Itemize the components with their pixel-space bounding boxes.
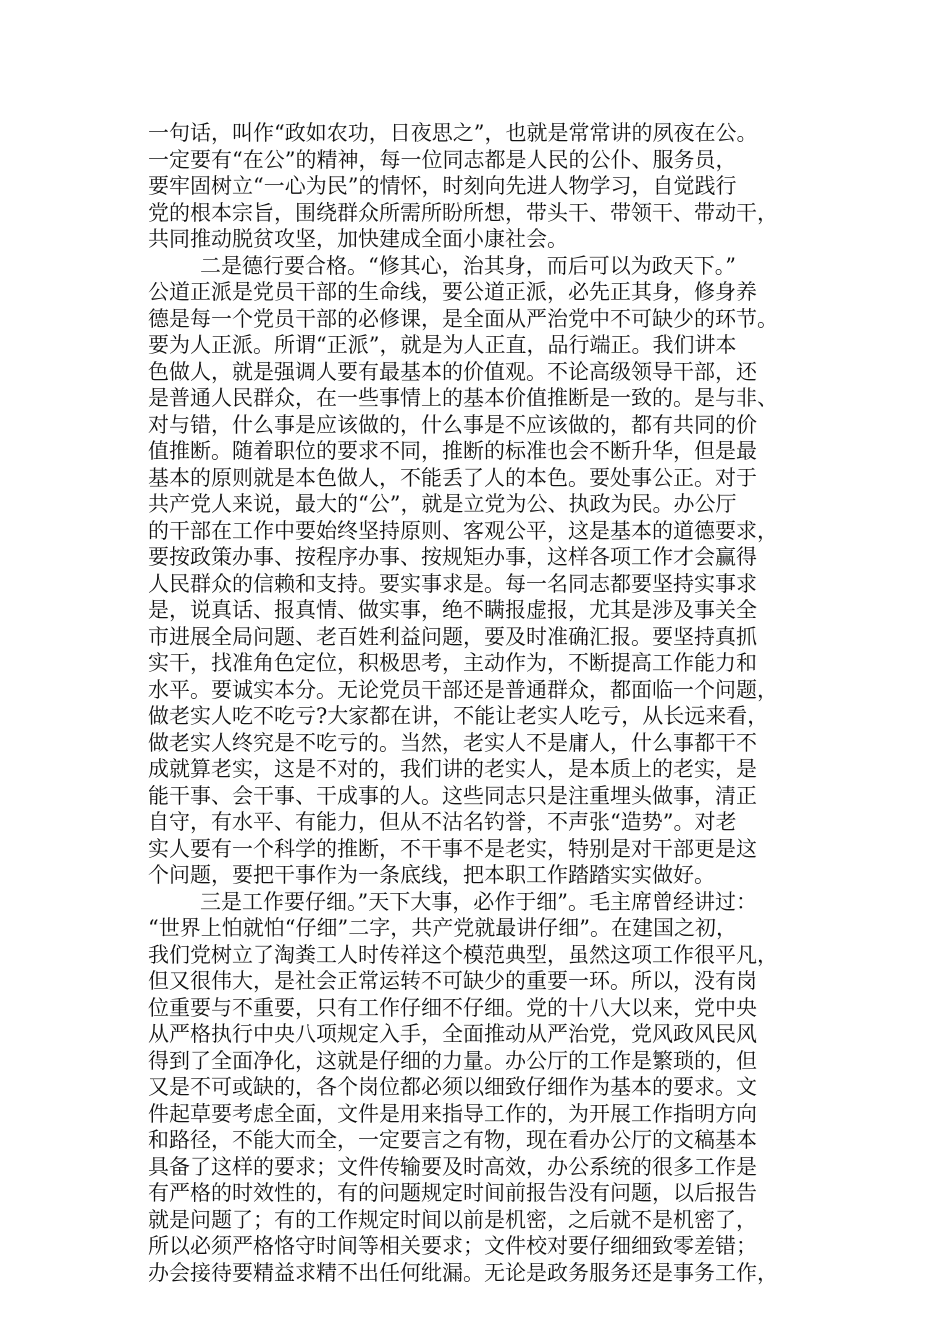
text-line: 和路径，不能大而全，一定要言之有物，现在看办公厅的文稿基本 [148, 1128, 757, 1152]
text-line: 所以必须严格恪守时间等相关要求；文件校对要仔细细致零差错； [148, 1234, 757, 1258]
text-line: 得到了全面净化，这就是仔细的力量。办公厅的工作是繁琐的，但 [148, 1048, 757, 1073]
text-line: 要为人正派。所谓“正派”，就是为人正直，品行端正。我们讲本 [148, 333, 737, 357]
text-line: 有严格的时效性的，有的问题规定时间前报告没有问题，以后报告 [148, 1181, 757, 1205]
text-line: 共产党人来说，最大的“公”，就是立党为公、执政为民。办公厅 [148, 492, 737, 516]
text-line: 基本的原则就是本色做人，不能丢了人的本色。要处事公正。对于 [148, 465, 757, 490]
text-line: 具备了这样的要求；文件传输要及时高效，办公系统的很多工作是 [148, 1154, 757, 1179]
text-line: 做老实人吃不吃亏?大家都在讲，不能让老实人吃亏，从长远来看， [148, 704, 769, 728]
text-line: 一句话，叫作“政如农功，日夜思之”，也就是常常讲的夙夜在公。 [148, 121, 758, 145]
text-line: 市进展全局问题、老百姓利益问题，要及时准确汇报。要坚持真抓 [148, 624, 757, 649]
text-line: 值推断。随着职位的要求不同，推断的标准也会不断升华，但是最 [148, 439, 757, 463]
text-line: 做老实人终究是不吃亏的。当然，老实人不是庸人，什么事都干不 [148, 730, 757, 755]
text-line: 就是问题了；有的工作规定时间以前是机密，之后就不是机密了， [148, 1207, 757, 1232]
text-line: 党的根本宗旨，围绕群众所需所盼所想，带头干、带领干、带动干， [148, 200, 778, 225]
text-line: 色做人，就是强调人要有最基本的价值观。不论高级领导干部，还 [148, 359, 757, 384]
text-line: 共同推动脱贫攻坚，加快建成全面小康社会。 [148, 227, 568, 251]
text-line: 人民群众的信赖和支持。要实事求是。每一名同志都要坚持实事求 [148, 571, 757, 596]
text-line: 我们党树立了淘粪工人时传祥这个模范典型，虽然这项工作很平凡， [148, 942, 778, 967]
text-line: 的干部在工作中要始终坚持原则、客观公平，这是基本的道德要求， [148, 518, 778, 543]
text-line: 是，说真话、报真情、做实事，绝不瞒报虚报，尤其是涉及事关全 [148, 598, 757, 622]
text-line: 实干，找准角色定位，积极思考，主动作为，不断提高工作能力和 [148, 651, 757, 675]
text-line: 公道正派是党员干部的生命线，要公道正派，必先正其身，修身养 [148, 280, 757, 304]
paragraph-start-line: 三是工作要仔细。”天下大事，必作于细”。毛主席曾经讲过： [200, 889, 757, 914]
text-line: 德是每一个党员干部的必修课，是全面从严治党中不可缺少的环节。 [148, 306, 778, 331]
text-line: 位重要与不重要，只有工作仔细不仔细。党的十八大以来，党中央 [148, 995, 757, 1020]
text-line: 个问题，要把干事作为一条底线，把本职工作踏踏实实做好。 [148, 863, 715, 887]
text-line: 但又很伟大，是社会正常运转不可缺少的重要一环。所以，没有岗 [148, 969, 757, 993]
text-line: 水平。要诚实本分。无论党员干部还是普通群众，都面临一个问题， [148, 677, 778, 702]
text-line: 自守，有水平、有能力，但从不沽名钓誉，不声张“造势”。对老 [148, 810, 737, 834]
text-line: 要按政策办事、按程序办事、按规矩办事，这样各项工作才会赢得 [148, 545, 757, 569]
text-line: 对与错，什么事是应该做的，什么事是不应该做的，都有共同的价 [148, 412, 757, 437]
text-line: 要牢固树立“一心为民”的情怀，时刻向先进人物学习，自觉践行 [148, 174, 737, 198]
text-line: 一定要有“在公”的精神，每一位同志都是人民的公仆、服务员， [148, 147, 737, 172]
text-line: 办会接待要精益求精不出任何纰漏。无论是政务服务还是事务工作， [148, 1260, 778, 1285]
text-line: 成就算老实，这是不对的，我们讲的老实人，是本质上的老实，是 [148, 757, 757, 781]
paragraph-start-line: 二是德行要合格。“修其心，治其身，而后可以为政天下。” [200, 253, 736, 278]
text-line: 实人要有一个科学的推断，不干事不是老实，特别是对干部更是这 [148, 836, 757, 861]
text-line: 又是不可或缺的，各个岗位都必须以细致仔细作为基本的要求。文 [148, 1075, 757, 1099]
text-line: 是普通人民群众，在一些事情上的基本价值推断是一致的。是与非、 [148, 386, 778, 410]
text-line: 从严格执行中央八项规定入手，全面推动从严治党，党风政风民风 [148, 1022, 757, 1046]
text-line: 件起草要考虑全面，文件是用来指导工作的，为开展工作指明方向 [148, 1101, 757, 1126]
text-line: “世界上怕就怕“仔细”二字，共产党就最讲仔细”。在建国之初， [148, 916, 737, 940]
document-body [148, 120, 828, 1286]
text-line: 能干事、会干事、干成事的人。这些同志只是注重埋头做事，清正 [148, 783, 757, 808]
